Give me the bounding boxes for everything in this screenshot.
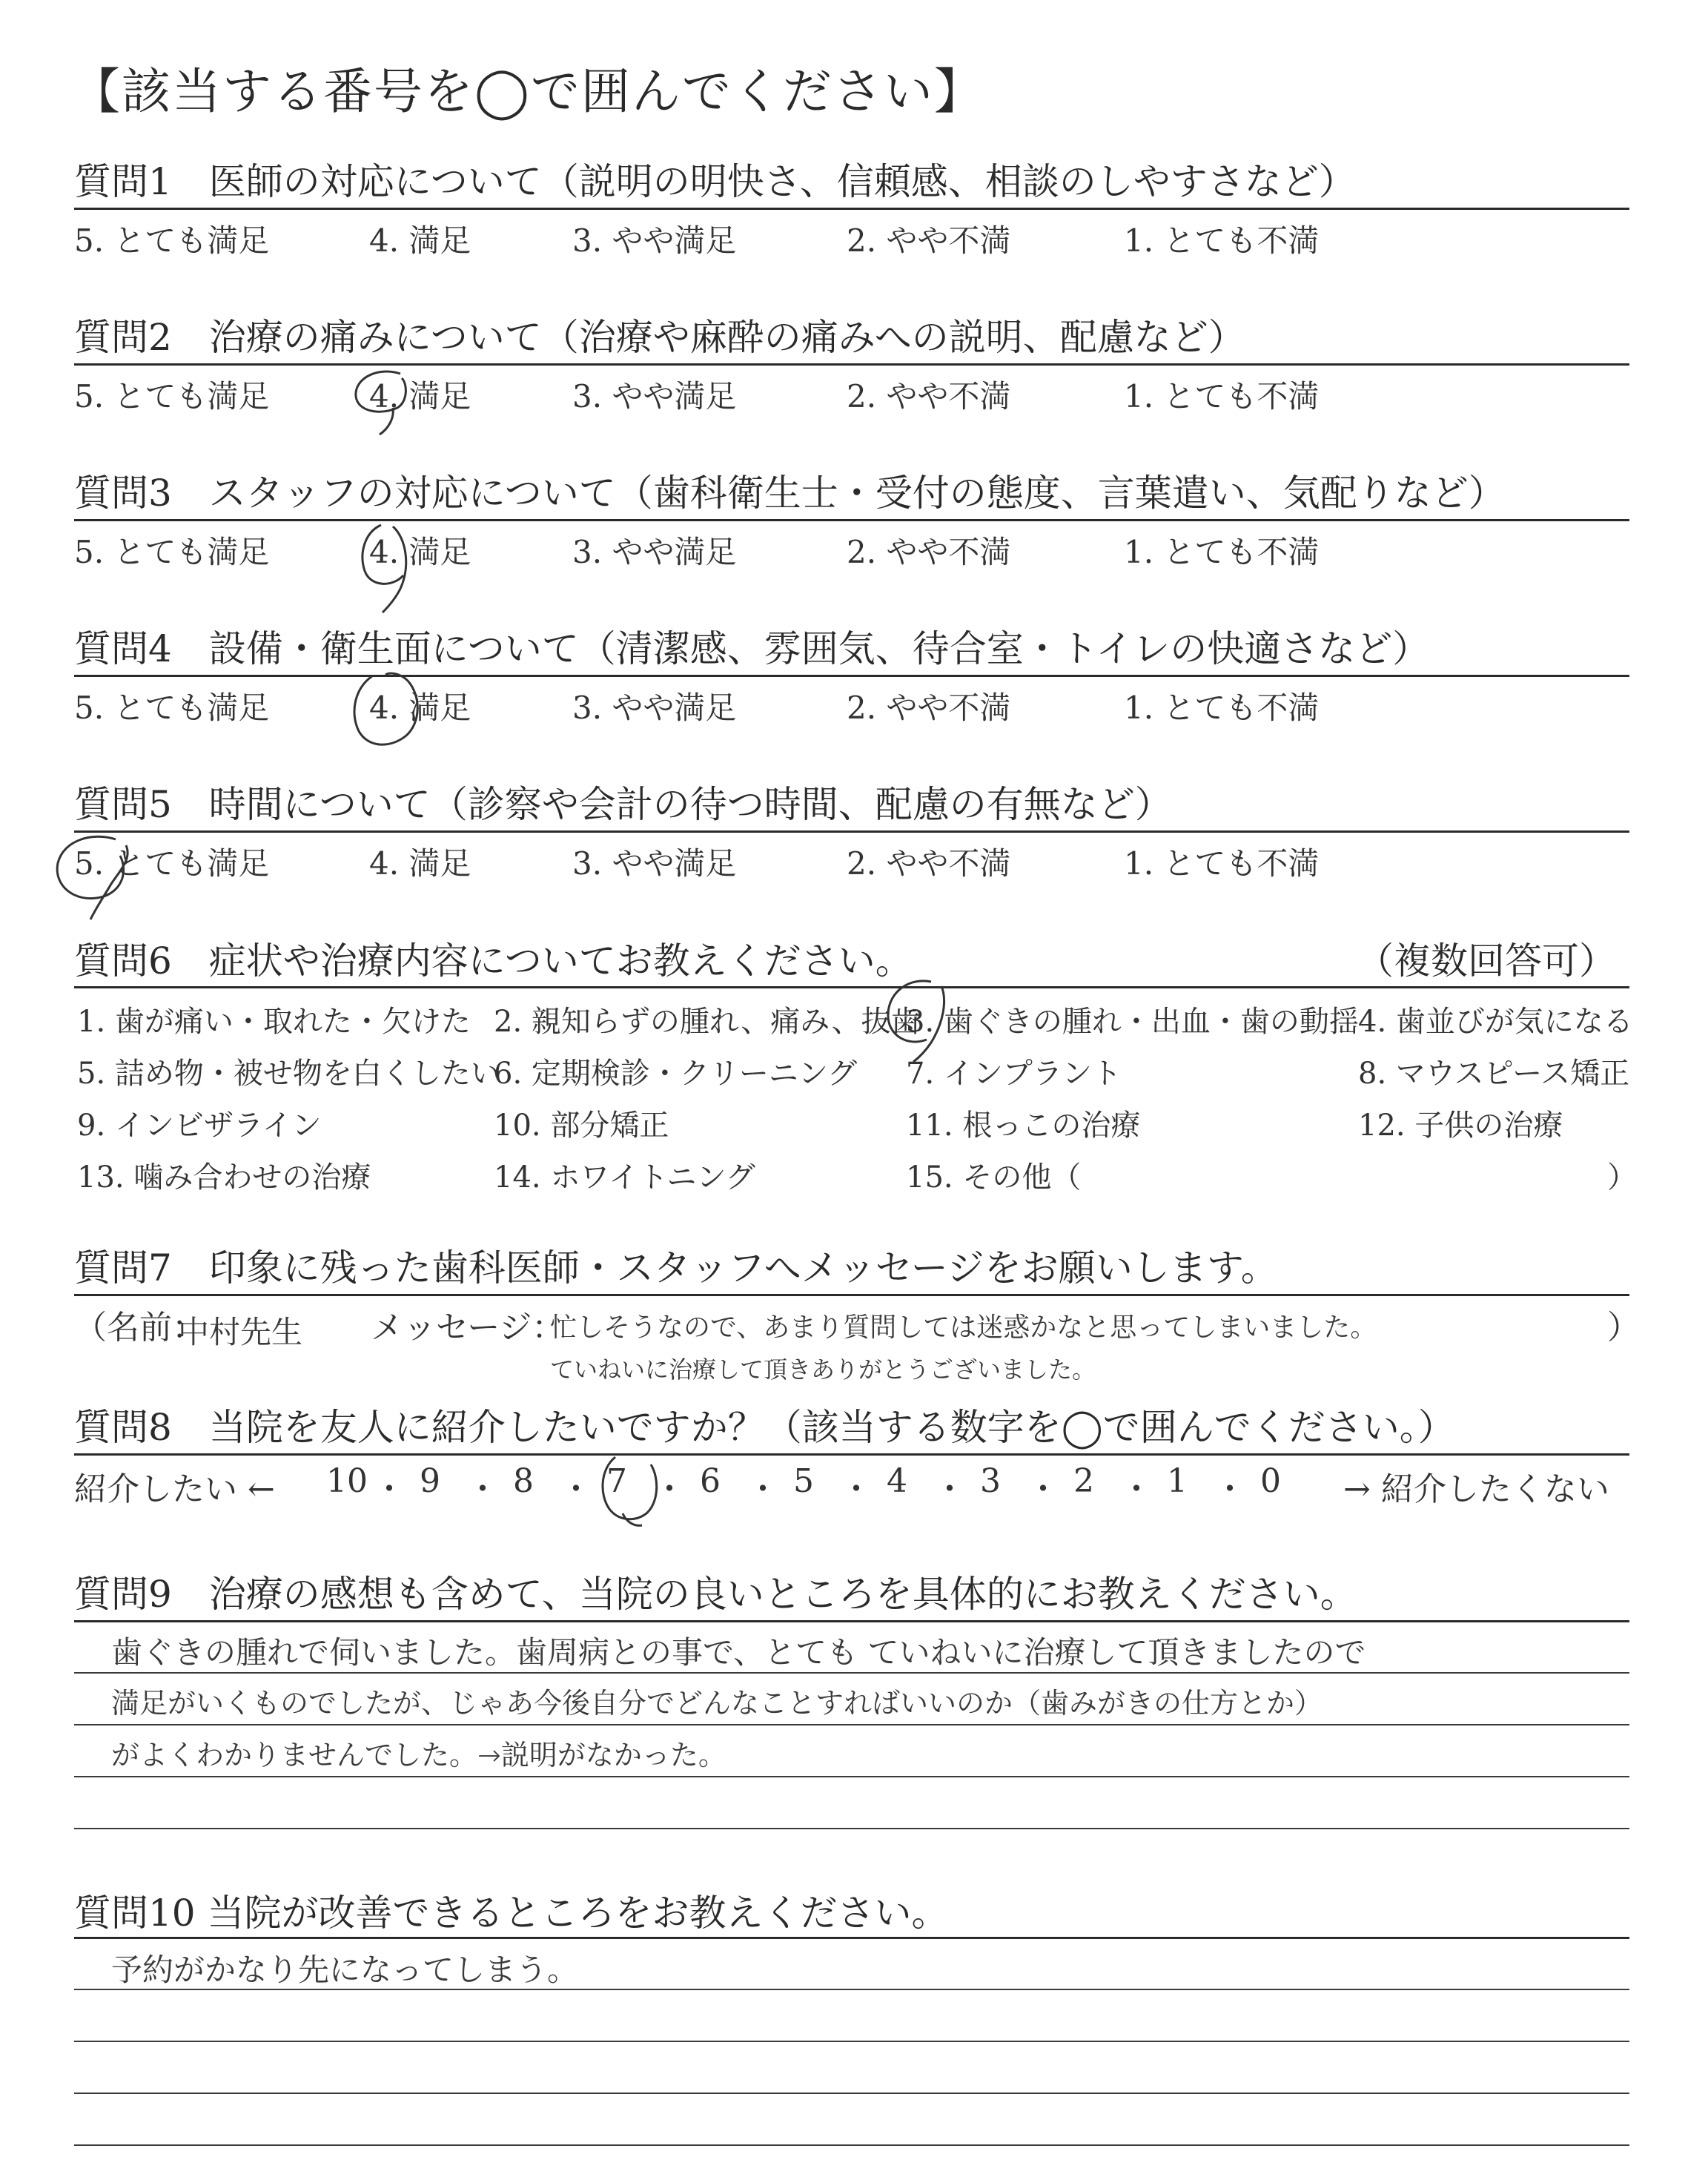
q9-title: 質問9 治療の感想も含めて、当院の良いところを具体的にお教えください。 <box>74 1573 1357 1616</box>
q6-option-9[interactable]: 9. インビザライン <box>77 1109 322 1143</box>
q1-option-5[interactable]: 5. とても満足 <box>74 222 270 259</box>
q8-scale-1[interactable]: 1 <box>1167 1462 1188 1500</box>
q3-option-2[interactable]: 2. やや不満 <box>847 534 1011 570</box>
q6-option-14[interactable]: 14. ホワイトニング <box>494 1160 755 1195</box>
q6-option-3[interactable]: 3. 歯ぐきの腫れ・出血・歯の動揺 <box>906 1005 1359 1039</box>
q8-scale-7[interactable]: 7 <box>606 1462 627 1500</box>
q9-answer-line1[interactable]: 歯ぐきの腫れで伺いました。歯周病との事で、とても ていねいに治療して頂きましたので <box>111 1634 1366 1671</box>
q8-scale-separator: ・ <box>373 1470 406 1508</box>
q2-divider <box>74 363 1629 366</box>
q9-answer-line3[interactable]: がよくわかりませんでした。→説明がなかった。 <box>111 1739 726 1771</box>
q8-scale-5[interactable]: 5 <box>793 1462 814 1500</box>
q3-divider <box>74 519 1629 521</box>
q9-ruled-line <box>74 1776 1629 1777</box>
q8-scale-0[interactable]: 0 <box>1260 1462 1281 1500</box>
q6-option-13[interactable]: 13. 噛み合わせの治療 <box>77 1160 371 1195</box>
q1-option-1[interactable]: 1. とても不満 <box>1124 222 1320 259</box>
q2-selection-circle <box>348 362 430 436</box>
q8-left-label: 紹介したい ← <box>74 1470 275 1508</box>
q8-scale-4[interactable]: 4 <box>887 1462 907 1500</box>
q8-scale-6[interactable]: 6 <box>700 1462 721 1500</box>
q7-message-label: メッセージ： <box>371 1309 565 1347</box>
q10-divider <box>74 1937 1629 1939</box>
q10-ruled-line <box>74 2144 1629 2146</box>
q5-title: 質問5 時間について（診察や会計の待つ時間、配慮の有無など） <box>74 783 1172 826</box>
q4-divider <box>74 675 1629 677</box>
q8-scale-10[interactable]: 10 <box>326 1462 368 1500</box>
q1-option-3[interactable]: 3. やや満足 <box>572 222 737 259</box>
q8-scale-separator: ・ <box>466 1470 499 1508</box>
q6-option-12[interactable]: 12. 子供の治療 <box>1358 1109 1563 1143</box>
q8-scale-separator: ・ <box>1027 1470 1059 1508</box>
q8-title: 質問8 当院を友人に紹介したいですか？（該当する数字を◯で囲んでください。） <box>74 1406 1455 1449</box>
q2-option-4[interactable]: 4. 満足 <box>369 378 471 415</box>
q7-name-value[interactable]: 中村先生 <box>178 1314 303 1350</box>
q5-option-4[interactable]: 4. 満足 <box>369 845 471 882</box>
q6-option-10[interactable]: 10. 部分矯正 <box>494 1109 669 1143</box>
q2-option-3[interactable]: 3. やや満足 <box>572 378 737 415</box>
q4-option-2[interactable]: 2. やや不満 <box>847 690 1011 726</box>
q8-scale-separator: ・ <box>840 1470 873 1508</box>
q8-scale-9[interactable]: 9 <box>420 1462 440 1500</box>
q6-option-6[interactable]: 6. 定期検診・クリーニング <box>494 1057 858 1091</box>
q6-option-1[interactable]: 1. 歯が痛い・取れた・欠けた <box>77 1005 471 1039</box>
q7-message-line1[interactable]: 忙しそうなので、あまり質問しては迷惑かなと思ってしまいました。 <box>550 1312 1377 1343</box>
q6-option-15[interactable]: 15. その他（ <box>906 1160 1082 1195</box>
q2-option-5[interactable]: 5. とても満足 <box>74 378 270 415</box>
q8-right-label: → 紹介したくない <box>1343 1470 1609 1508</box>
q7-divider <box>74 1294 1629 1296</box>
q5-option-3[interactable]: 3. やや満足 <box>572 845 737 882</box>
q9-answer-line2[interactable]: 満足がいくものでしたが、じゃあ今後自分でどんなことすればいいのか（歯みがきの仕方とか） <box>111 1687 1323 1720</box>
q5-option-2[interactable]: 2. やや不満 <box>847 845 1011 882</box>
q4-selection-circle <box>342 666 431 762</box>
q7-title: 質問7 印象に残った歯科医師・スタッフへメッセージをお願いします。 <box>74 1246 1278 1289</box>
q3-selection-circle <box>348 519 430 615</box>
q10-ruled-line <box>74 2093 1629 2094</box>
q6-option-15-close: ） <box>1607 1160 1637 1195</box>
q3-option-5[interactable]: 5. とても満足 <box>74 534 270 570</box>
q5-option-1[interactable]: 1. とても不満 <box>1124 845 1320 882</box>
q8-scale-separator: ・ <box>1120 1470 1153 1508</box>
q6-option-4[interactable]: 4. 歯並びが気になる <box>1358 1005 1633 1039</box>
q7-close-paren: ） <box>1607 1309 1640 1347</box>
q8-scale-2[interactable]: 2 <box>1073 1462 1094 1500</box>
q2-title: 質問2 治療の痛みについて（治療や麻酔の痛みへの説明、配慮など） <box>74 316 1245 359</box>
q9-ruled-line <box>74 1724 1629 1725</box>
q8-divider <box>74 1453 1629 1456</box>
q2-option-1[interactable]: 1. とても不満 <box>1124 378 1320 415</box>
q2-option-2[interactable]: 2. やや不満 <box>847 378 1011 415</box>
q10-ruled-line <box>74 2041 1629 2042</box>
q5-option-5[interactable]: 5. とても満足 <box>74 845 270 882</box>
q7-message-line2[interactable]: ていねいに治療して頂きありがとうございました。 <box>550 1355 1096 1384</box>
q6-option-8[interactable]: 8. マウスピース矯正 <box>1358 1057 1630 1091</box>
q9-divider <box>74 1620 1629 1622</box>
q10-title: 質問10 当院が改善できるところをお教えください。 <box>74 1892 949 1935</box>
q3-option-3[interactable]: 3. やや満足 <box>572 534 737 570</box>
q7-name-label: （名前： <box>74 1309 205 1347</box>
form-title: 【該当する番号を◯で囲んでください】 <box>71 63 984 120</box>
q8-scale-3[interactable]: 3 <box>980 1462 1001 1500</box>
q8-scale-8[interactable]: 8 <box>513 1462 534 1500</box>
q4-option-1[interactable]: 1. とても不満 <box>1124 690 1320 726</box>
q3-option-4[interactable]: 4. 満足 <box>369 534 471 570</box>
q4-option-4[interactable]: 4. 満足 <box>369 690 471 726</box>
q6-note: （複数回答可） <box>1357 939 1616 982</box>
q1-divider <box>74 208 1629 210</box>
q4-title: 質問4 設備・衛生面について（清潔感、雰囲気、待合室・トイレの快適さなど） <box>74 627 1430 670</box>
q8-scale-separator: ・ <box>560 1470 592 1508</box>
q1-option-4[interactable]: 4. 満足 <box>369 222 471 259</box>
q5-divider <box>74 830 1629 833</box>
q3-title: 質問3 スタッフの対応について（歯科衛生士・受付の態度、言葉遣い、気配りなど） <box>74 472 1506 515</box>
q8-scale-separator: ・ <box>933 1470 966 1508</box>
q5-selection-circle <box>49 829 145 925</box>
q1-title: 質問1 医師の対応について（説明の明快さ、信頼感、相談のしやすさなど） <box>74 160 1356 203</box>
q8-selection-circle <box>593 1450 675 1539</box>
q4-option-5[interactable]: 5. とても満足 <box>74 690 270 726</box>
q6-option-7[interactable]: 7. インプラント <box>906 1057 1122 1091</box>
q6-option-11[interactable]: 11. 根っこの治療 <box>906 1109 1141 1143</box>
q9-ruled-line <box>74 1828 1629 1829</box>
q6-divider <box>74 986 1629 988</box>
q8-scale-separator: ・ <box>747 1470 779 1508</box>
q3-option-1[interactable]: 1. とても不満 <box>1124 534 1320 570</box>
q4-option-3[interactable]: 3. やや満足 <box>572 690 737 726</box>
q8-scale-separator: ・ <box>653 1470 686 1508</box>
q1-option-2[interactable]: 2. やや不満 <box>847 222 1011 259</box>
q6-selection-circle <box>879 976 961 1065</box>
q6-option-5[interactable]: 5. 詰め物・被せ物を白くしたい <box>77 1057 500 1091</box>
q8-scale-separator: ・ <box>1214 1470 1246 1508</box>
q6-option-2[interactable]: 2. 親知らずの腫れ、痛み、抜歯 <box>494 1005 921 1039</box>
q6-title: 質問6 症状や治療内容についてお教えください。 <box>74 939 913 982</box>
q10-answer-line1[interactable]: 予約がかなり先になってしまう。 <box>111 1952 579 1988</box>
